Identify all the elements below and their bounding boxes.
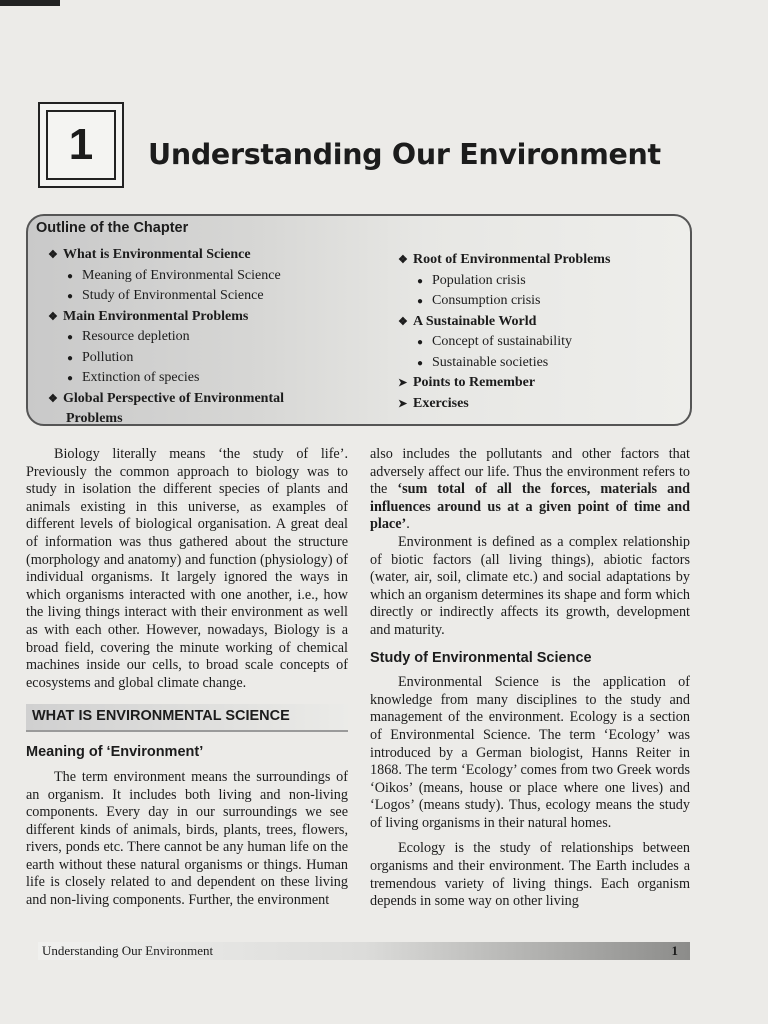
page-number: 1: [671, 943, 678, 958]
outline-item-label: Points to Remember: [413, 375, 536, 390]
outline-item-label: Global Perspective of Environmental: [63, 390, 284, 406]
chapter-number: 1: [46, 110, 116, 180]
outline-item: [48, 307, 348, 328]
dot-bullet-icon: ●: [67, 332, 74, 343]
outline-item-label: Exercises: [413, 395, 469, 411]
outline-subitem: [398, 353, 688, 374]
subheading: Meaning of ‘Environment’: [26, 744, 204, 761]
outline-subitem-label: Resource depletion: [82, 329, 190, 344]
dot-bullet-icon: ●: [67, 352, 74, 364]
outline-subitem-label: Population crisis: [432, 272, 526, 288]
outline-subitem: [398, 332, 688, 353]
outline-item-label: A Sustainable World: [413, 313, 537, 329]
outline-subitem-label: Extinction of species: [82, 370, 200, 385]
outline-subitem: [48, 286, 348, 307]
diamond-bullet-icon: ❖: [398, 315, 408, 328]
outline-subitem: [48, 368, 348, 389]
dot-bullet-icon: ●: [67, 291, 74, 302]
outline-subitem-label: Meaning of Environmental Science: [82, 267, 281, 283]
left-text-column: [26, 446, 348, 910]
body-paragraph: [370, 446, 690, 534]
body-paragraph: Biology literally means ‘the study of life’. Previously the common approach to biology was to study in isolation the different species of plants and animals existing in this universe, as examples of different levels of biological organisation. A great deal of information was thus gathered about the structure (morphology and anatomy) and function (physiology) of individual organisms. It largely ignored the ways in which organisms interacted with one another, i.e., how the living things interact with their environment as well as with each other. However, nowadays, Biology is a broad field, covering the minute working of chemical machines inside our cells, to broad scale concepts of ecosystems and global climate change.: [26, 446, 348, 691]
outline-subitem-label: Sustainable societies: [432, 354, 549, 370]
diamond-bullet-icon: ❖: [48, 249, 58, 261]
section-heading: WHAT IS ENVIRONMENTAL SCIENCE: [26, 704, 348, 732]
outline-item: [398, 312, 688, 333]
body-paragraph: Ecology is the study of relationships between organisms and their environment. The Earth includes a tremendous variety of living things. Each organism depends in some way on other living: [370, 840, 690, 910]
page-edge-mark: [0, 0, 60, 6]
dot-bullet-icon: ●: [67, 373, 74, 384]
outline-item-label: Main Environmental Problems: [63, 308, 249, 324]
outline-item: [48, 389, 348, 410]
outline-item-label: Root of Environmental Problems: [413, 252, 611, 267]
paragraph-text: also includes the pollutants and other factors that adversely affect our life. Thus the environment refers to the: [370, 446, 690, 498]
arrow-bullet-icon: ➤: [398, 397, 408, 410]
outline-item-continuation: Problems: [66, 411, 123, 426]
outline-item: [398, 250, 688, 271]
body-paragraph: Environment is defined as a complex relationship of biotic factors (all living things), abiotic factors (water, air, soil, climate etc.) and social adaptations by which an organism determines its shape and form which directly or indirectly affects its growth, development and maturity.: [370, 533, 690, 638]
outline-subitem: [48, 348, 348, 369]
outline-subitem: [48, 266, 348, 287]
outline-item: [398, 394, 688, 415]
dot-bullet-icon: ●: [67, 270, 74, 282]
outline-item: [398, 373, 688, 394]
outline-subitem: [398, 271, 688, 292]
outline-subitem-label: Concept of sustainability: [432, 334, 572, 349]
outline-subitem: [48, 327, 348, 348]
subheading: Study of Environmental Science: [370, 649, 592, 666]
dot-bullet-icon: ●: [417, 357, 424, 369]
diamond-bullet-icon: ❖: [48, 310, 58, 323]
footer-text: Understanding Our Environment: [42, 943, 214, 958]
body-paragraph: The term environment means the surroundings of an organism. It includes both living and non-living components. Every day in our surroundings we see different kinds of animals, birds, plants, trees, flowers, rivers, ponds etc. There cannot be any human life on the earth without these natural organisms or things. Human life is closely related to and dependent on these living and non-living components. Further, the environment: [26, 768, 348, 909]
outline-subitem: [398, 291, 688, 312]
dot-bullet-icon: ●: [417, 296, 424, 307]
outline-heading: Outline of the Chapter: [36, 220, 189, 236]
diamond-bullet-icon: ❖: [48, 392, 58, 405]
arrow-bullet-icon: ➤: [398, 377, 408, 389]
emphasized-definition: ‘sum total of all the forces, materials and influences around us at a given point of time and place’: [370, 481, 690, 533]
outline-item-label: What is Environmental Science: [63, 247, 251, 262]
outline-right-column: [398, 250, 688, 414]
chapter-outline-box: [26, 214, 692, 426]
chapter-title: Understanding Our Environment: [148, 138, 661, 171]
outline-subitem-label: Study of Environmental Science: [82, 288, 264, 303]
outline-item: [48, 245, 348, 266]
chapter-number-box: [38, 102, 124, 188]
body-paragraph: Environmental Science is the application of knowledge from many disciplines to the study and management of the environment. Ecology is a section of Environmental Science. The term ‘Ecology’ was introduced by a German biologist, Hanns Reiter in 1868. The term ‘Ecology’ comes from two Greek words ‘Oikos’ (means, house or place where one lives) and ‘Logos’ (means study). Thus, ecology means the study of living organisms in their natural homes.: [370, 674, 690, 831]
dot-bullet-icon: ●: [417, 337, 424, 348]
dot-bullet-icon: ●: [417, 275, 424, 287]
right-text-column: [370, 446, 690, 911]
outline-subitem-label: Consumption crisis: [432, 293, 541, 308]
outline-subitem-label: Pollution: [82, 349, 134, 365]
paragraph-text: .: [406, 516, 410, 533]
page-footer: [38, 942, 690, 960]
diamond-bullet-icon: ❖: [398, 254, 408, 266]
outline-left-column: [48, 245, 348, 426]
